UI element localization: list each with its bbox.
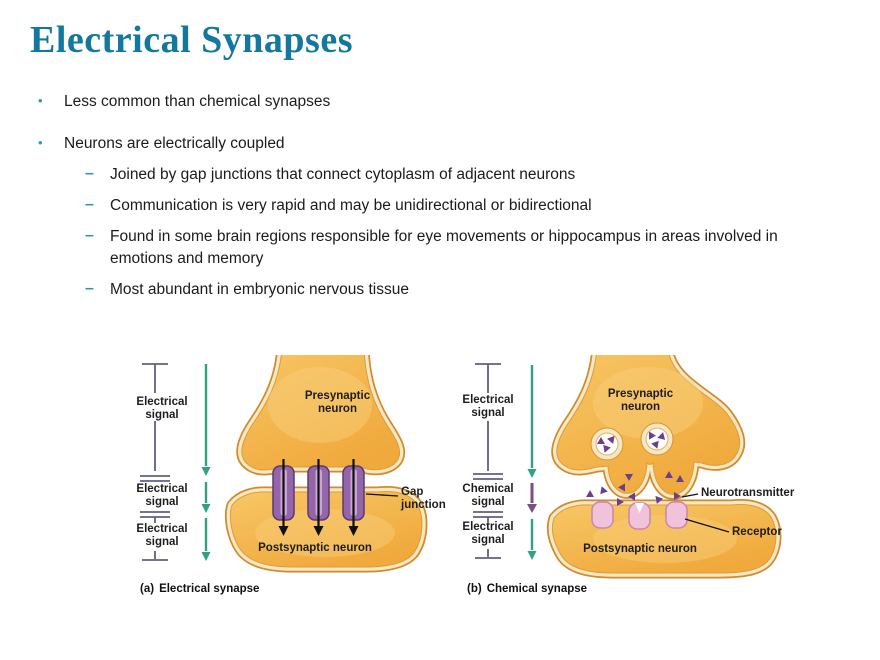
electrical-signal-label: Electrical signal (136, 396, 188, 421)
dash-marker-icon: – (85, 227, 94, 244)
caption-a-marker: (a) (140, 583, 155, 595)
bullet-text: Communication is very rapid and may be unidirectional or bidirectional (110, 197, 592, 214)
caption-a-text: Electrical synapse (159, 583, 260, 595)
postsynaptic-neuron-b-shape (552, 505, 776, 574)
receptors (592, 502, 687, 529)
dash-marker-icon: – (85, 165, 94, 182)
postsynaptic-neuron-label: Postsynaptic neuron (583, 543, 697, 555)
gap-junction-label: Gap junction (401, 486, 446, 511)
electrical-arrow-b-bottom (528, 519, 537, 560)
electrical-signal-label: Electrical signal (462, 394, 514, 419)
bullet-text: Less common than chemical synapses (64, 93, 331, 110)
synapse-figure (120, 355, 810, 605)
dash-marker-icon: – (85, 196, 94, 213)
bullet-item (85, 195, 592, 217)
caption-a (140, 583, 259, 595)
receptor-label: Receptor (732, 526, 782, 538)
bullet-item (85, 164, 575, 186)
caption-b-marker: (b) (467, 583, 482, 595)
chemical-signal-label: Chemical signal (462, 483, 514, 508)
presynaptic-neuron-label: Presynaptic neuron (304, 390, 371, 415)
chemical-arrow (527, 483, 537, 513)
postsynaptic-neuron-label: Postsynaptic neuron (258, 542, 372, 554)
synapse-diagram (120, 355, 810, 605)
electrical-arrows-a (202, 364, 211, 561)
caption-b (467, 583, 587, 595)
bullet-item (36, 91, 330, 113)
electrical-signal-label: Electrical signal (136, 483, 188, 508)
electrical-signal-label: Electrical signal (462, 521, 514, 546)
bullet-item (36, 133, 285, 155)
bullet-item (85, 226, 805, 270)
bullet-dot-icon: • (38, 93, 43, 108)
caption-b-text: Chemical synapse (486, 583, 588, 595)
bullet-text: Found in some brain regions responsible for eye movements or hippocampus in areas involved in emotions and memory (110, 228, 778, 267)
bullet-text: Joined by gap junctions that connect cytoplasm of adjacent neurons (110, 166, 576, 183)
bullet-item (85, 279, 409, 301)
neurotransmitter-label: Neurotransmitter (701, 487, 795, 499)
bullet-text: Neurons are electrically coupled (64, 135, 285, 152)
bullet-dot-icon: • (38, 135, 43, 150)
page-title: Electrical Synapses (30, 19, 353, 61)
bullet-text: Most abundant in embryonic nervous tissue (110, 281, 409, 298)
presynaptic-neuron-b-shape (557, 355, 740, 494)
electrical-arrow-b-top (528, 365, 537, 478)
electrical-signal-label: Electrical signal (136, 523, 188, 548)
dash-marker-icon: – (85, 280, 94, 297)
presynaptic-neuron-label: Presynaptic neuron (607, 388, 674, 413)
